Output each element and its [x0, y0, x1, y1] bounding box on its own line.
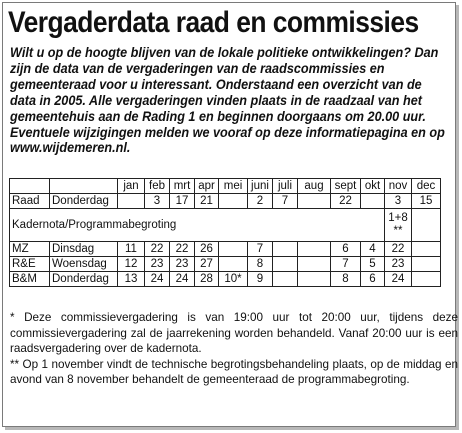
date-cell — [118, 194, 145, 209]
intro-paragraph — [10, 45, 449, 156]
date-cell — [219, 257, 248, 272]
date-cell — [273, 242, 298, 257]
kadernota-label: Kadernota/Programmabegroting — [10, 209, 385, 242]
date-cell — [412, 209, 441, 242]
header-blank — [50, 179, 118, 194]
date-cell — [298, 242, 331, 257]
date-cell: 22 — [170, 242, 195, 257]
date-cell: 21 — [195, 194, 219, 209]
date-cell — [412, 242, 441, 257]
table-row-raad — [10, 194, 441, 209]
month-header: juli — [273, 179, 298, 194]
date-cell: 24 — [170, 272, 195, 287]
month-header: apr — [195, 179, 219, 194]
date-cell — [412, 272, 441, 287]
date-cell: 22 — [385, 242, 412, 257]
date-cell: 7 — [248, 242, 273, 257]
month-header: nov — [385, 179, 412, 194]
date-cell — [273, 257, 298, 272]
date-cell: 8 — [248, 257, 273, 272]
kadernota-nov-dates: 1+8 — [388, 212, 408, 224]
month-header: okt — [361, 179, 385, 194]
date-cell: 24 — [385, 272, 412, 287]
date-cell — [273, 272, 298, 287]
month-header: mrt — [170, 179, 195, 194]
date-cell: 17 — [170, 194, 195, 209]
date-cell: 3 — [145, 194, 170, 209]
intro-text: Wilt u op de hoogte blijven van de lokale politieke ontwikkelingen? Dan zijn de data van de vergaderingen van de raadscommissies en gemeenteraad voor u interessant. Onderstaand een overzicht van de data in 2005. Alle vergaderingen vinden plaats in de raadzaal van het gemeentehuis aan de Rading 1 en beginnen doorgaans om 20.00 uur. Eventuele wijzigingen melden we vooraf op deze informatiepagina en op www.wijdemeren.nl. — [10, 45, 445, 156]
body-cell: Raad — [10, 194, 50, 209]
date-cell: 23 — [170, 257, 195, 272]
table-row-kadernota — [10, 209, 441, 242]
date-cell: 28 — [195, 272, 219, 287]
date-cell — [298, 272, 331, 287]
month-header: sept — [331, 179, 361, 194]
footnote-1: * Deze commissievergadering is van 19:00 uur tot 20:00 uur, tijdens deze commissievergadering zal de jaarrekening worden behandeld. Vanaf 20:00 uur is een raadsvergadering over de kadernota. — [10, 311, 458, 355]
date-cell: 6 — [361, 272, 385, 287]
body-cell: B&M — [10, 272, 50, 287]
month-header: feb — [145, 179, 170, 194]
month-header: juni — [248, 179, 273, 194]
date-cell: 22 — [145, 242, 170, 257]
date-cell: 4 — [361, 242, 385, 257]
date-cell: 5 — [361, 257, 385, 272]
table-row-bm — [10, 272, 441, 287]
date-cell: 2 — [248, 194, 273, 209]
date-cell — [412, 257, 441, 272]
body-cell: R&E — [10, 257, 50, 272]
footnote-2: ** Op 1 november vindt de technische begrotingsbehandeling plaats, op de middag en avond van 8 november behandelt de gemeenteraad de programmabegroting. — [10, 357, 458, 386]
date-cell: 13 — [118, 272, 145, 287]
day-cell: Donderdag — [50, 272, 118, 287]
month-header: mei — [219, 179, 248, 194]
date-cell: 23 — [385, 257, 412, 272]
kadernota-nov-cell — [385, 209, 412, 242]
month-header: jan — [118, 179, 145, 194]
date-cell: 8 — [331, 272, 361, 287]
date-cell — [298, 257, 331, 272]
date-cell: 24 — [145, 272, 170, 287]
day-cell: Donderdag — [50, 194, 118, 209]
page-title: Vergaderdata raad en commissies — [8, 6, 419, 39]
date-cell: 6 — [331, 242, 361, 257]
kadernota-nov-footnote-mark: ** — [393, 225, 403, 237]
date-cell: 22 — [331, 194, 361, 209]
month-header: dec — [412, 179, 441, 194]
header-blank — [10, 179, 50, 194]
meeting-schedule-table — [9, 178, 441, 287]
date-cell — [219, 242, 248, 257]
day-cell: Woensdag — [50, 257, 118, 272]
date-cell: 7 — [331, 257, 361, 272]
date-cell — [361, 194, 385, 209]
date-cell: 12 — [118, 257, 145, 272]
date-cell: 11 — [118, 242, 145, 257]
date-cell — [298, 194, 331, 209]
announcement-box — [2, 2, 456, 427]
table-row-mz — [10, 242, 441, 257]
date-cell: 3 — [385, 194, 412, 209]
date-cell: 27 — [195, 257, 219, 272]
table-row-re — [10, 257, 441, 272]
month-header: aug — [298, 179, 331, 194]
date-cell: 10* — [219, 272, 248, 287]
body-cell: MZ — [10, 242, 50, 257]
date-cell: 9 — [248, 272, 273, 287]
table-header-row — [10, 179, 441, 194]
date-cell: 15 — [412, 194, 441, 209]
footnotes — [10, 310, 458, 388]
date-cell: 23 — [145, 257, 170, 272]
day-cell: Dinsdag — [50, 242, 118, 257]
date-cell: 26 — [195, 242, 219, 257]
date-cell — [219, 194, 248, 209]
date-cell: 7 — [273, 194, 298, 209]
